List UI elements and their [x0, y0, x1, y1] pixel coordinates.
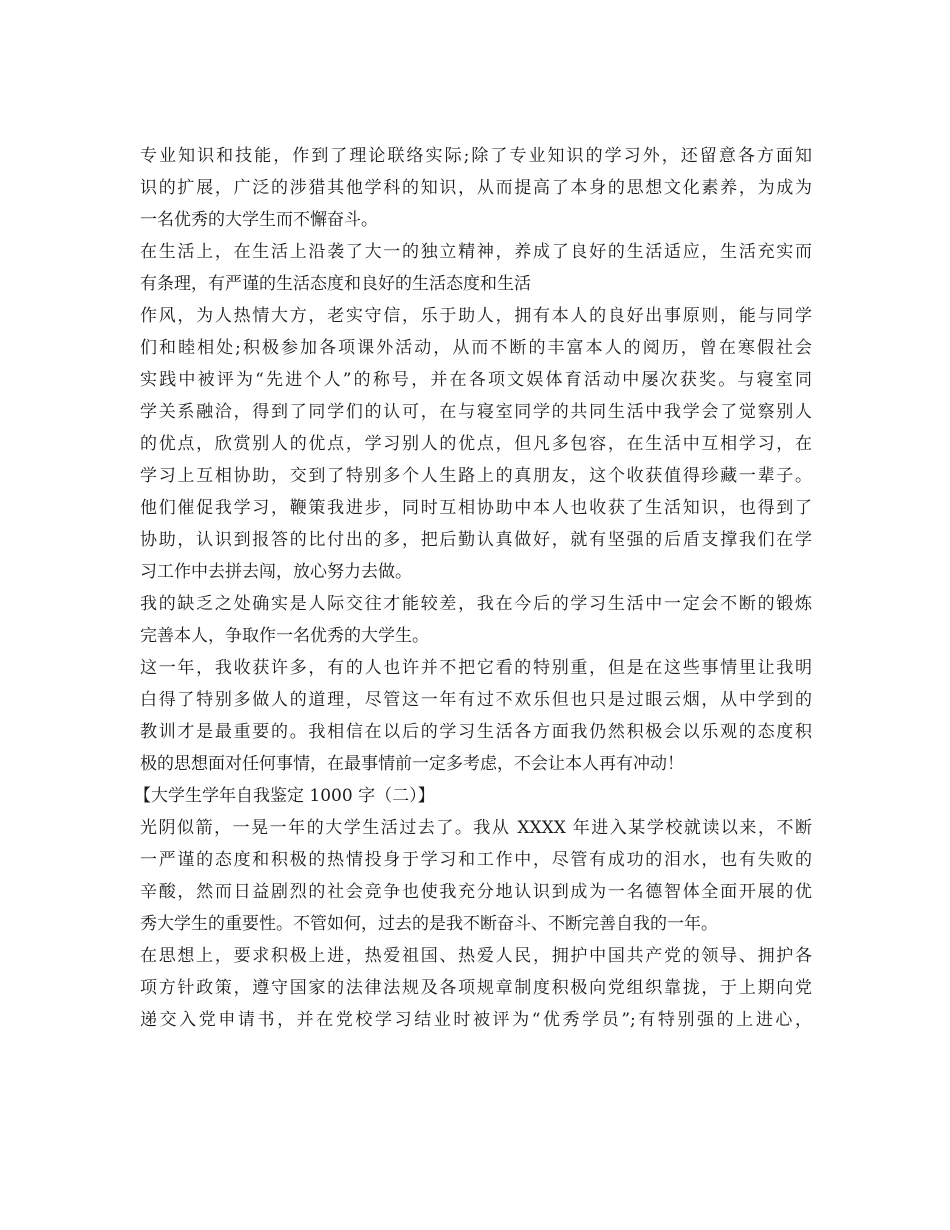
text-line: 一名优秀的大学生而不懈奋斗。	[140, 210, 378, 230]
text-line: 识的扩展，广泛的涉猎其他学科的知识，从而提高了本身的思想文化素养，为成为	[140, 178, 812, 198]
text-line: 学习上互相协助，交到了特别多个人生路上的真朋友，这个收获值得珍藏一辈子。	[140, 466, 812, 486]
section-heading: 【大学生学年自我鉴定 1000 字（二）】	[134, 786, 435, 806]
text-line: 一严谨的态度和积极的热情投身于学习和工作中，尽管有成功的泪水，也有失败的	[140, 850, 812, 870]
text-line: 的优点，欣赏别人的优点，学习别人的优点，但凡多包容，在生活中互相学习，在	[140, 434, 812, 454]
text-line: 我的缺乏之处确实是人际交往才能较差，我在今后的学习生活中一定会不断的锻炼	[140, 594, 812, 614]
text-line: 有条理，有严谨的生活态度和良好的生活态度和生活	[140, 274, 531, 294]
text-line: 白得了特别多做人的道理，尽管这一年有过不欢乐但也只是过眼云烟，从中学到的	[140, 690, 812, 710]
text-line: 在生活上，在生活上沿袭了大一的独立精神，养成了良好的生活适应，生活充实而	[140, 242, 812, 262]
text-line: 学关系融洽，得到了同学们的认可，在与寝室同学的共同生活中我学会了觉察别人	[140, 402, 812, 422]
text-line: 这一年，我收获许多，有的人也许并不把它看的特别重，但是在这些事情里让我明	[140, 658, 812, 678]
text-line: 实践中被评为“先进个人”的称号，并在各项文娱体育活动中屡次获奖。与寝室同	[140, 370, 812, 390]
text-line: 完善本人，争取作一名优秀的大学生。	[140, 626, 429, 646]
text-line: 项方针政策，遵守国家的法律法规及各项规章制度积极向党组织靠拢，于上期向党	[140, 978, 812, 998]
text-line: 光阴似箭，一晃一年的大学生活过去了。我从 XXXX 年进入某学校就读以来，不断	[140, 818, 812, 838]
text-line: 在思想上，要求积极上进，热爱祖国、热爱人民，拥护中国共产党的领导、拥护各	[140, 946, 812, 966]
text-line: 习工作中去拼去闯，放心努力去做。	[140, 562, 412, 582]
text-line: 作风，为人热情大方，老实守信，乐于助人，拥有本人的良好出事原则，能与同学	[140, 306, 812, 326]
text-line: 递交入党申请书，并在党校学习结业时被评为“优秀学员”;有特别强的上进心，	[140, 1010, 812, 1030]
text-line: 专业知识和技能，作到了理论联络实际;除了专业知识的学习外，还留意各方面知	[140, 146, 812, 166]
text-line: 辛酸，然而日益剧烈的社会竞争也使我充分地认识到成为一名德智体全面开展的优	[140, 882, 812, 902]
text-line: 极的思想面对任何事情，在最事情前一定多考虑，不会让本人再有冲动！	[140, 754, 684, 774]
text-line: 教训才是最重要的。我相信在以后的学习生活各方面我仍然积极会以乐观的态度积	[140, 722, 812, 742]
text-line: 他们催促我学习，鞭策我进步，同时互相协助中本人也收获了生活知识，也得到了	[140, 498, 812, 518]
document-body	[134, 140, 812, 1036]
text-line: 们和睦相处;积极参加各项课外活动，从而不断的丰富本人的阅历，曾在寒假社会	[140, 338, 812, 358]
text-line: 协助，认识到报答的比付出的多，把后勤认真做好，就有坚强的后盾支撑我们在学	[140, 530, 812, 550]
text-line: 秀大学生的重要性。不管如何，过去的是我不断奋斗、不断完善自我的一年。	[140, 914, 718, 934]
